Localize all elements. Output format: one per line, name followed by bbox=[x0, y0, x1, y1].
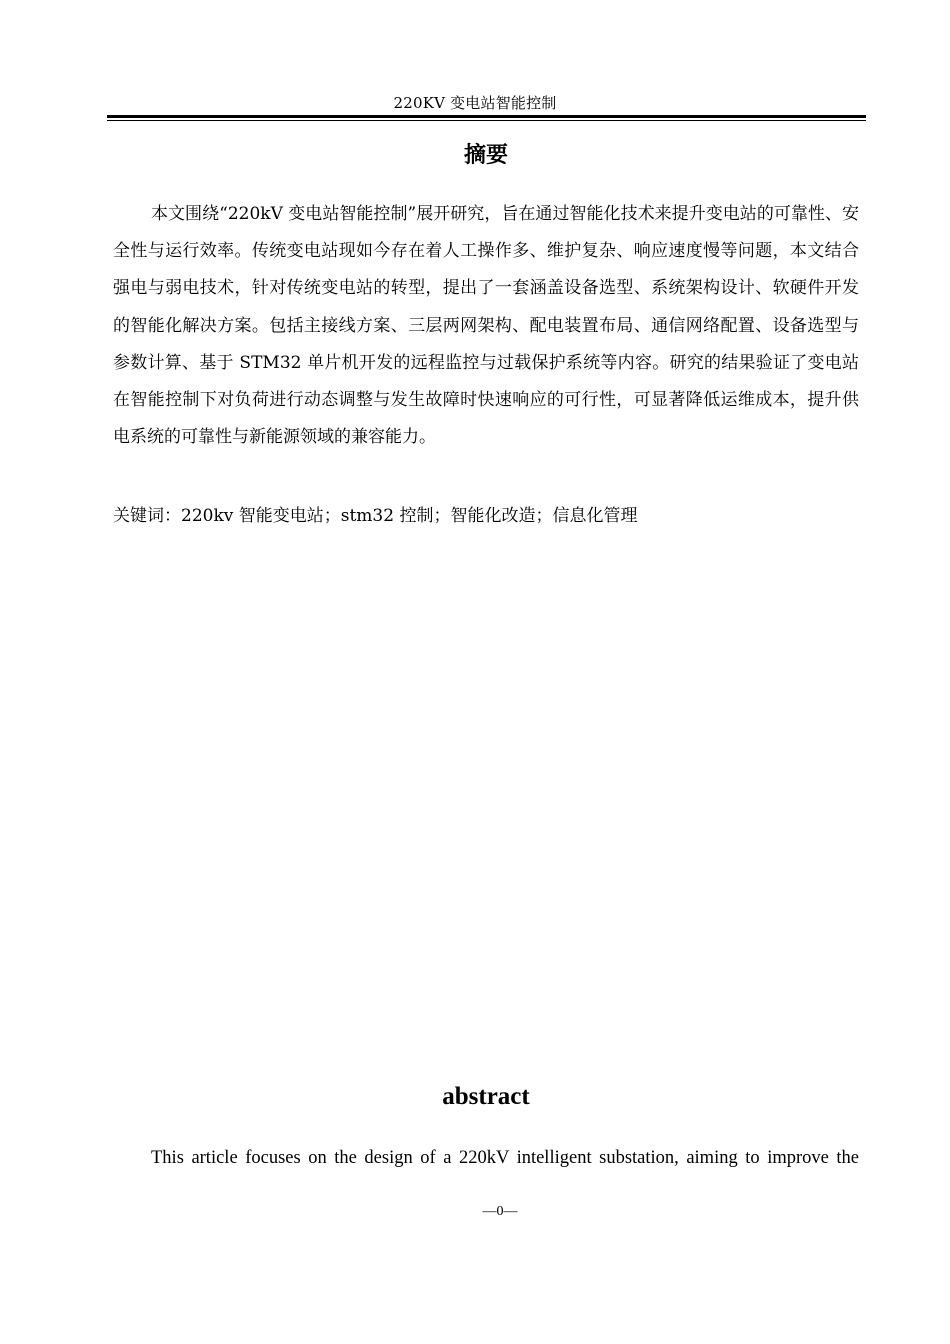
chinese-keywords: 关键词：220kv 智能变电站；stm32 控制；智能化改造；信息化管理 bbox=[113, 506, 638, 526]
chinese-abstract-heading: 摘要 bbox=[463, 143, 508, 168]
header-double-rule bbox=[107, 115, 866, 121]
chinese-abstract-body: 本文围绕“220kV 变电站智能控制”展开研究，旨在通过智能化技术来提升变电站的可靠性、安全性与运行效率。传统变电站现如今存在着人工操作多、维护复杂、响应速度慢等问题，本文结合强电与弱电技术，针对传统变电站的转型，提出了一套涵盖设备选型、系统架构设计、软硬件开发的智能化解决方案。包括主接线方案、三层两网架构、配电装置布局、通信网络配置、设备选型与参数计算、基于 STM32 单片机开发的远程监控与过载保护系统等内容。研究的结果验证了变电站在智能控制下对负荷进行动态调整与发生故障时快速响应的可行性，可显著降低运维成本，提升供电系统的可靠性与新能源领域的兼容能力。 bbox=[113, 204, 859, 448]
english-abstract-body: This article focuses on the design of a 220kV intelligent substation, aiming to improve the bbox=[151, 1148, 859, 1168]
running-header-title: 220KV 变电站智能控制 bbox=[393, 94, 557, 112]
english-abstract-heading: abstract bbox=[442, 1083, 530, 1110]
page-number: —0— bbox=[482, 1204, 518, 1219]
